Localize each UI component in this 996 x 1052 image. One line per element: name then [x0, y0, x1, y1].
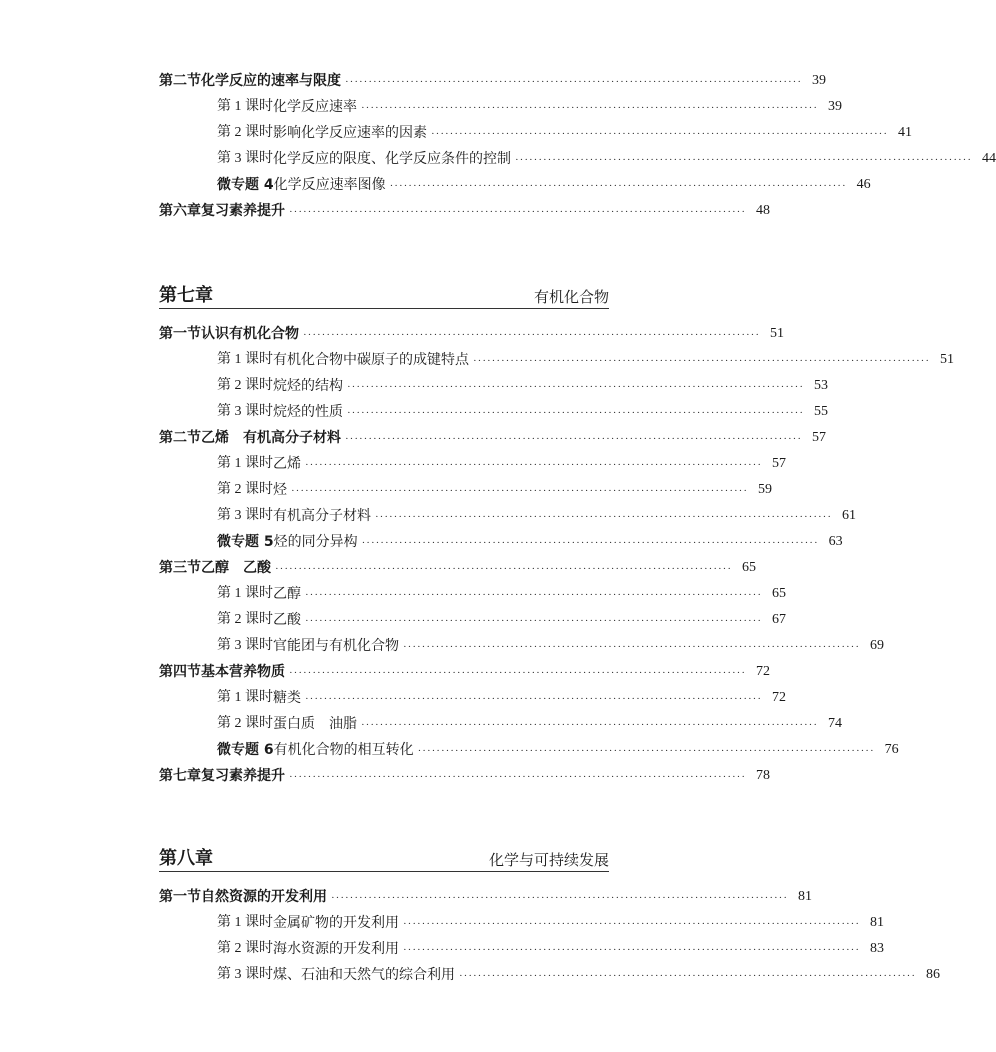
- lesson-number: 第 1 课时: [217, 690, 273, 705]
- dot-leader: ··································································································: [403, 944, 860, 956]
- page-number: 57: [771, 456, 786, 471]
- toc-lesson-entry[interactable]: [159, 685, 786, 707]
- section-number: 第三节: [159, 560, 201, 576]
- dot-leader: ··································································································: [331, 892, 788, 904]
- page-number: 39: [811, 73, 826, 88]
- lesson-title: 煤、石油和天然气的综合利用: [273, 967, 455, 983]
- chapter-title: 第七章: [159, 285, 213, 306]
- dot-leader: ··································································································: [291, 485, 748, 497]
- lesson-title: 化学反应的限度、化学反应条件的控制: [273, 151, 511, 167]
- dot-leader: ··································································································: [361, 537, 819, 549]
- section-title: 基本营养物质: [201, 664, 285, 680]
- page-number: 72: [755, 664, 770, 679]
- lesson-number: 第 3 课时: [217, 638, 273, 653]
- dot-leader: ··································································································: [417, 745, 875, 757]
- lesson-number: 第 2 课时: [217, 378, 273, 393]
- toc-topic-entry[interactable]: [159, 737, 899, 759]
- lesson-number: 第 1 课时: [217, 586, 273, 601]
- lesson-title: 乙醇: [273, 586, 301, 602]
- section-title: 自然资源的开发利用: [201, 889, 327, 905]
- lesson-title: 烷烃的结构: [273, 378, 343, 394]
- toc-lesson-entry[interactable]: [159, 607, 786, 629]
- dot-leader: ··································································································: [289, 667, 746, 679]
- dot-leader: ··································································································: [345, 433, 802, 445]
- toc-lesson-entry[interactable]: [159, 146, 996, 168]
- dot-leader: ··································································································: [431, 128, 888, 140]
- page-number: 59: [757, 482, 772, 497]
- chapter-header: [159, 843, 609, 872]
- toc-lesson-entry[interactable]: [159, 94, 842, 116]
- page-number: 53: [813, 378, 828, 393]
- topic-number: 微专题 5: [217, 534, 274, 550]
- topic-number: 微专题 6: [217, 742, 274, 758]
- page-number: 78: [755, 768, 770, 783]
- lesson-title: 海水资源的开发利用: [273, 941, 399, 957]
- page-number: 39: [827, 99, 842, 114]
- chapter-header: [159, 280, 609, 309]
- section-number: 第四节: [159, 664, 201, 680]
- dot-leader: ··································································································: [305, 589, 762, 601]
- page-number: 74: [827, 716, 842, 731]
- toc-lesson-entry[interactable]: [159, 711, 842, 733]
- toc-lesson-entry[interactable]: [159, 451, 786, 473]
- page-number: 65: [771, 586, 786, 601]
- lesson-number: 第 1 课时: [217, 915, 273, 930]
- toc-lesson-entry[interactable]: [159, 962, 940, 984]
- page-number: 83: [869, 941, 884, 956]
- lesson-title: 有机化合物中碳原子的成键特点: [273, 352, 469, 368]
- lesson-number: 第 3 课时: [217, 967, 273, 982]
- dot-leader: ··································································································: [289, 206, 746, 218]
- lesson-title: 官能团与有机化合物: [273, 638, 399, 654]
- lesson-number: 第 3 课时: [217, 508, 273, 523]
- toc-lesson-entry[interactable]: [159, 633, 884, 655]
- toc-section-entry[interactable]: [159, 555, 756, 577]
- dot-leader: ··································································································: [515, 154, 972, 166]
- page-number: 61: [841, 508, 856, 523]
- review-title: 素养提升: [229, 203, 285, 219]
- lesson-number: 第 3 课时: [217, 151, 273, 166]
- lesson-number: 第 1 课时: [217, 456, 273, 471]
- dot-leader: ··································································································: [403, 641, 860, 653]
- lesson-number: 第 2 课时: [217, 612, 273, 627]
- dot-leader: ··································································································: [303, 329, 760, 341]
- lesson-title: 有机高分子材料: [273, 508, 371, 524]
- lesson-title: 乙烯: [273, 456, 301, 472]
- topic-title: 化学反应速率图像: [273, 177, 386, 193]
- review-label: 第七章复习: [159, 768, 229, 784]
- page-number: 65: [741, 560, 756, 575]
- dot-leader: ··································································································: [305, 459, 762, 471]
- lesson-title: 蛋白质 油脂: [273, 716, 357, 732]
- page-number: 72: [771, 690, 786, 705]
- page-number: 55: [813, 404, 828, 419]
- toc-review-entry[interactable]: [159, 198, 770, 220]
- dot-leader: ··································································································: [305, 693, 762, 705]
- toc-lesson-entry[interactable]: [159, 120, 912, 142]
- dot-leader: ··································································································: [375, 511, 832, 523]
- lesson-number: 第 2 课时: [217, 716, 273, 731]
- lesson-number: 第 2 课时: [217, 941, 273, 956]
- topic-title: 烃的同分异构: [273, 534, 358, 550]
- lesson-title: 烃: [273, 482, 287, 498]
- toc-review-entry[interactable]: [159, 763, 770, 785]
- toc-lesson-entry[interactable]: [159, 477, 772, 499]
- toc-topic-entry[interactable]: [159, 529, 843, 551]
- page-number: 57: [811, 430, 826, 445]
- lesson-number: 第 1 课时: [217, 99, 273, 114]
- lesson-number: 第 1 课时: [217, 352, 273, 367]
- page-number: 46: [856, 177, 871, 192]
- page-number: 41: [897, 125, 912, 140]
- page-number: 81: [797, 889, 812, 904]
- dot-leader: ··································································································: [289, 771, 746, 783]
- chapter-title: 第八章: [159, 848, 213, 869]
- toc-lesson-entry[interactable]: [159, 399, 828, 421]
- section-number: 第一节: [159, 889, 201, 905]
- page-number: 67: [771, 612, 786, 627]
- chapter-subject: 化学与可持续发展: [488, 851, 609, 869]
- lesson-title: 乙酸: [273, 612, 301, 628]
- review-label: 第六章复习: [159, 203, 229, 219]
- page-number: 63: [828, 534, 843, 549]
- toc-section-entry[interactable]: [159, 884, 812, 906]
- toc-topic-entry[interactable]: [159, 172, 871, 194]
- toc-section-entry[interactable]: [159, 659, 770, 681]
- dot-leader: ··································································································: [361, 719, 818, 731]
- lesson-title: 糖类: [273, 690, 301, 706]
- page-number: 69: [869, 638, 884, 653]
- lesson-number: 第 3 课时: [217, 404, 273, 419]
- dot-leader: ··································································································: [473, 355, 930, 367]
- topic-title: 有机化合物的相互转化: [273, 742, 414, 758]
- toc-lesson-entry[interactable]: [159, 936, 884, 958]
- toc-section-entry[interactable]: [159, 68, 826, 90]
- page-number: 76: [884, 742, 899, 757]
- dot-leader: ··································································································: [347, 407, 804, 419]
- dot-leader: ··································································································: [403, 918, 860, 930]
- section-number: 第二节: [159, 430, 201, 446]
- dot-leader: ··································································································: [459, 970, 916, 982]
- review-title: 素养提升: [229, 768, 285, 784]
- lesson-title: 烷烃的性质: [273, 404, 343, 420]
- toc-section-entry[interactable]: [159, 425, 826, 447]
- section-title: 化学反应的速率与限度: [201, 73, 341, 89]
- section-title: 认识有机化合物: [201, 326, 299, 342]
- section-number: 第二节: [159, 73, 201, 89]
- dot-leader: ··································································································: [275, 563, 732, 575]
- lesson-number: 第 2 课时: [217, 125, 273, 140]
- dot-leader: ··································································································: [389, 180, 847, 192]
- toc-lesson-entry[interactable]: [159, 503, 856, 525]
- page-number: 81: [869, 915, 884, 930]
- page-number: 51: [769, 326, 784, 341]
- section-title: 乙醇 乙酸: [201, 560, 271, 576]
- chapter-subject: 有机化合物: [533, 288, 609, 306]
- section-number: 第一节: [159, 326, 201, 342]
- page-number: 44: [981, 151, 996, 166]
- page-number: 86: [925, 967, 940, 982]
- topic-number: 微专题 4: [217, 177, 274, 193]
- toc-lesson-entry[interactable]: [159, 373, 828, 395]
- dot-leader: ··································································································: [305, 615, 762, 627]
- toc-section-entry[interactable]: [159, 321, 784, 343]
- dot-leader: ··································································································: [361, 102, 818, 114]
- toc-lesson-entry[interactable]: [159, 581, 786, 603]
- dot-leader: ··································································································: [347, 381, 804, 393]
- lesson-title: 影响化学反应速率的因素: [273, 125, 427, 141]
- dot-leader: ··································································································: [345, 76, 802, 88]
- page-number: 51: [939, 352, 954, 367]
- section-title: 乙烯 有机高分子材料: [201, 430, 341, 446]
- lesson-number: 第 2 课时: [217, 482, 273, 497]
- lesson-title: 金属矿物的开发利用: [273, 915, 399, 931]
- page-number: 48: [755, 203, 770, 218]
- toc-lesson-entry[interactable]: [159, 910, 884, 932]
- toc-lesson-entry[interactable]: [159, 347, 954, 369]
- lesson-title: 化学反应速率: [273, 99, 357, 115]
